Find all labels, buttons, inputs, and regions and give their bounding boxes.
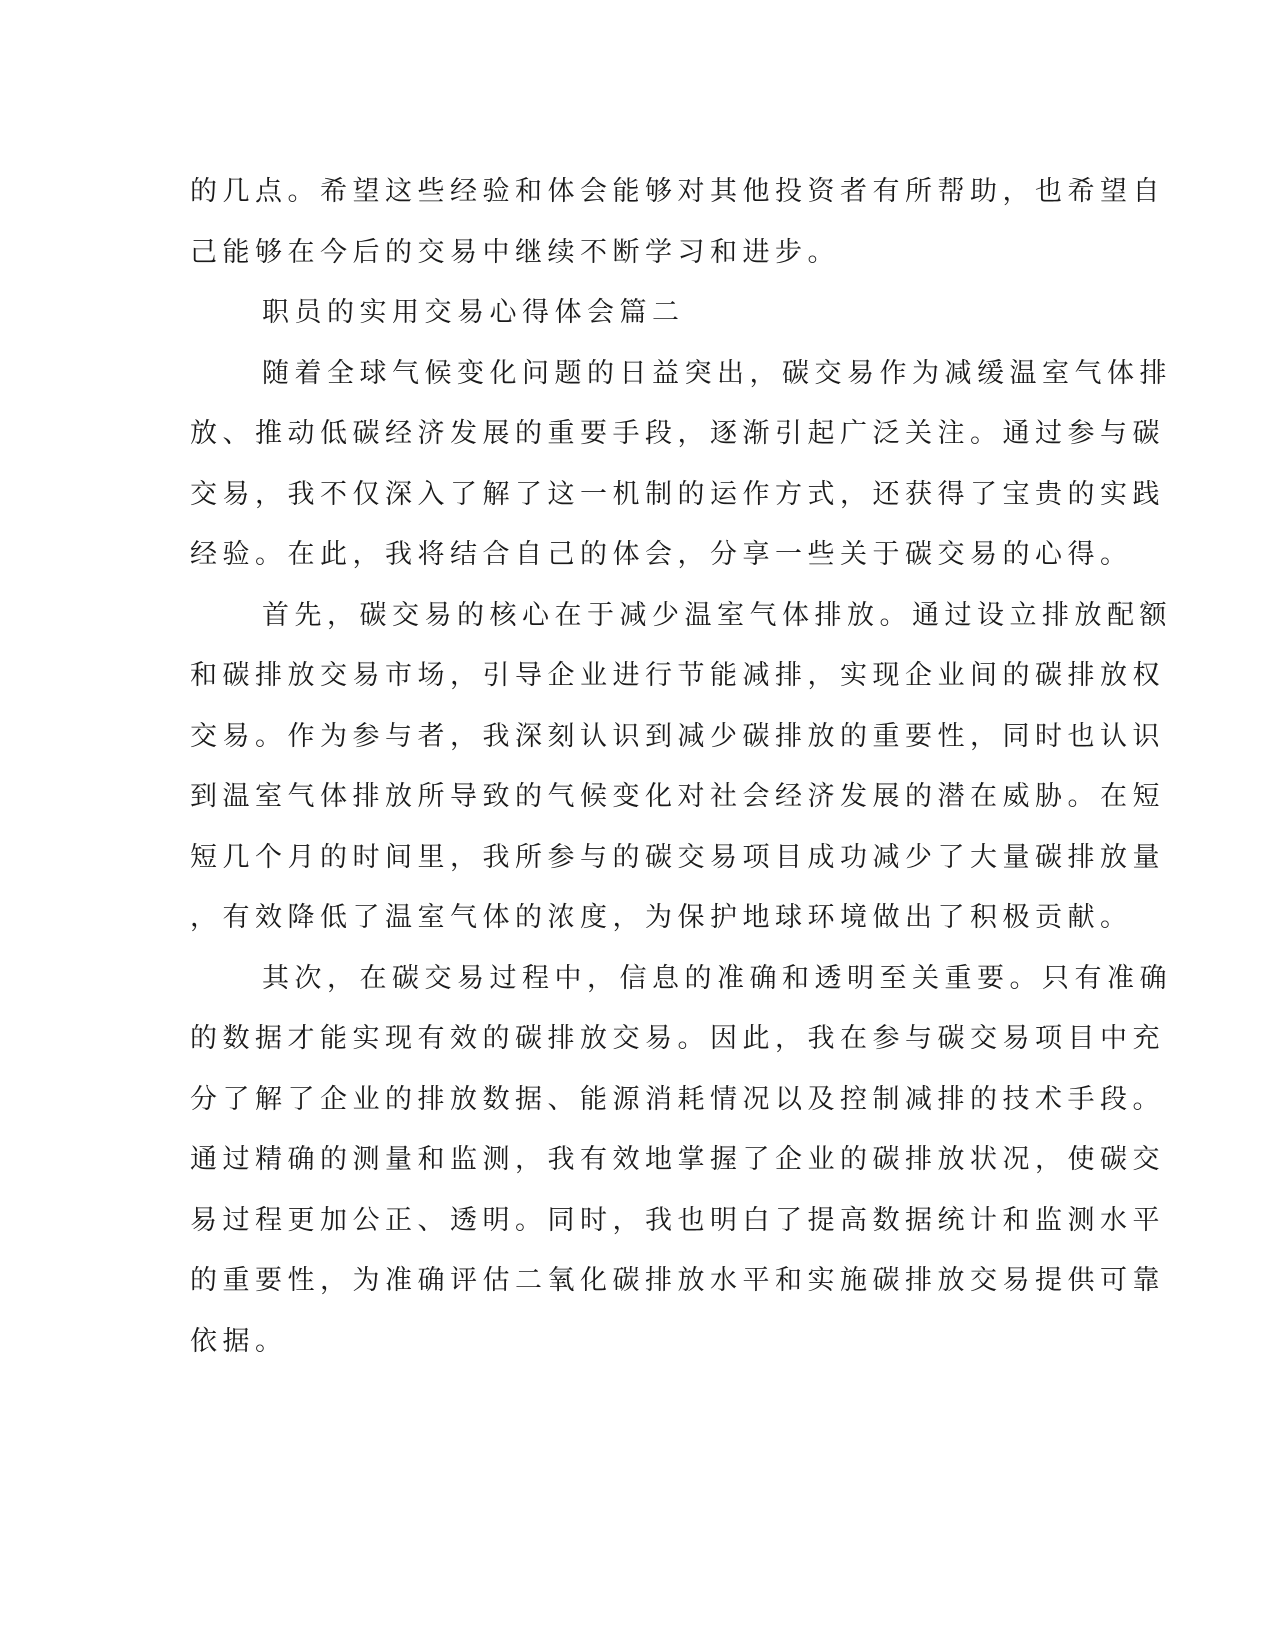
text-line: 分了解了企业的排放数据、能源消耗情况以及控制减排的技术手段。 (190, 1083, 1165, 1115)
text-line: 其次，在碳交易过程中，信息的准确和透明至关重要。只有准确 (262, 962, 1172, 994)
text-line: 随着全球气候变化问题的日益突出，碳交易作为减缓温室气体排 (262, 357, 1172, 389)
text-line: 到温室气体排放所导致的气候变化对社会经济发展的潜在威胁。在短 (190, 781, 1165, 812)
text-line: 的数据才能实现有效的碳排放交易。因此，我在参与碳交易项目中充 (190, 1023, 1165, 1054)
text-line: 依据。 (190, 1325, 288, 1357)
text-line: 首先，碳交易的核心在于减少温室气体排放。通过设立排放配额 (262, 599, 1172, 631)
text-line: 的重要性，为准确评估二氧化碳排放水平和实施碳排放交易提供可靠 (190, 1265, 1165, 1296)
text-line: 交易，我不仅深入了解了这一机制的运作方式，还获得了宝贵的实践 (190, 478, 1165, 510)
text-line: 和碳排放交易市场，引导企业进行节能减排，实现企业间的碳排放权 (190, 660, 1165, 691)
text-line: 通过精确的测量和监测，我有效地掌握了企业的碳排放状况，使碳交 (190, 1144, 1165, 1175)
document-body (190, 162, 1172, 1372)
text-line: 短几个月的时间里，我所参与的碳交易项目成功减少了大量碳排放量 (190, 841, 1165, 873)
text-line: 易过程更加公正、透明。同时，我也明白了提高数据统计和监测水平 (190, 1204, 1165, 1236)
text-line: 己能够在今后的交易中继续不断学习和进步。 (190, 236, 840, 268)
text-line: 的几点。希望这些经验和体会能够对其他投资者有所帮助，也希望自 (190, 176, 1165, 207)
text-line: 交易。作为参与者，我深刻认识到减少碳排放的重要性，同时也认识 (190, 720, 1165, 752)
text-line: 放、推动低碳经济发展的重要手段，逐渐引起广泛关注。通过参与碳 (190, 418, 1165, 449)
text-line: 经验。在此，我将结合自己的体会，分享一些关于碳交易的心得。 (190, 539, 1133, 570)
text-line: ，有效降低了温室气体的浓度，为保护地球环境做出了积极贡献。 (190, 902, 1133, 933)
section-heading: 职员的实用交易心得体会篇二 (262, 297, 685, 328)
